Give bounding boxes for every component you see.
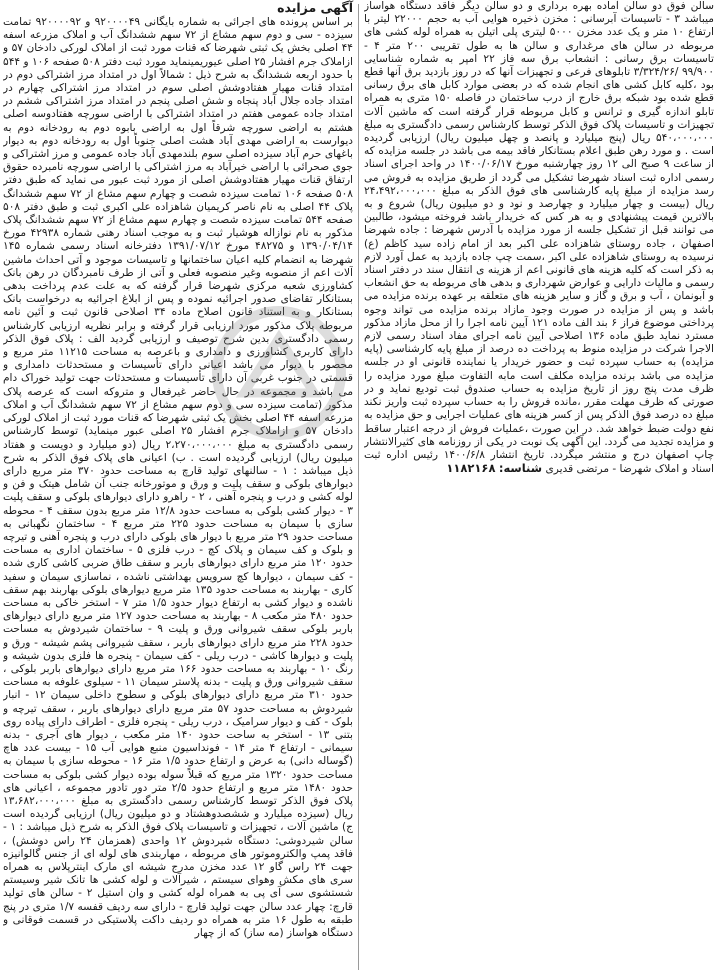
column-divider	[358, 4, 359, 970]
tracking-label: شناسه:	[498, 461, 543, 476]
left-column-text: بر اساس پرونده های اجرائی به شماره بایگانی ۹۲۰۰۰۰۴۹ و ۹۲۰۰۰۰۹۲ تمامت سیزده - سی و دوم سهم مشاع از ۷۲ سهم ششدانگ آب و املاک مزرعه اسفه ۴۴ اصلی بخش یک ثبتی شهرضا که قنات مورد ثبت از املاک لورکی دادخان ۵۷ و ازاملاک جرم افشار ۲۵ اصلی عیوریمینماید مورد ثبت دفتر ۵۰۸ صفحه ۱۰۶ و ۵۴۴ با حدود اربعه ششدانگ به شرح ذیل : شمالاً اول در امتداد مرز اشتراکی دوم در امتداد قنات مهیار هفتادوشش اصلی سوم در امتداد مرز اشتراکی چهارم در امتداد جاده جلال آباد پنجاه و شش اصلی پنجم در امتداد مرز اشتراکی ششم در امتداد جاده عمومی هفتم در امتداد اشتراکی با اراضی سورچه هفتادوسه اصلی هشتم به اراضی سورچه شرقاً اول به اراضی بابوه دوم به رودخانه دوم به دیوارست به اراضی مهدی آباد هشت اصلی جنوباً اول به رودخانه دوم به دیوار باغهای حرم آباد سیزده اصلی سوم بلندمهدی آباد جاده عمومی و مرز اشتراکی و جوی صحرائی با اراضی خیرآباد به مرز اشتراکی با اراضی سورچه نامبرده حقوق ارتفاق قنات مهیار هفتادوشش اصلی از مورد ثبت عبور می نماید که طبق دفتر ۵۰۸ صفحه ۱۰۶ تمامت سیزده شصت و چهارم سهم مشاع از ۷۲ سهم ششدانگ پلاک ۴۴ اصلی به نام ناصر کریمیان شاهزاده علی اکبری ثبت و طبق دفتر ۵۰۸ صفحه ۵۴۴ تمامت سیزده شصت و چهارم سهم مشاع از ۷۲ سهم ششدانگ پلاک مذکور به نام نوازاله هوشیار ثبت و به موجب اسناد رهنی شماره ۴۲۹۳۸ مورخ ۱۳۹۰/۰۴/۱۴ و ۴۸۲۷۵ مورخ ۱۳۹۱/۰۷/۱۲ دفترخانه اسناد رسمی شماره ۱۴۵ شهرضا به انضمام کلیه اعیان ساختمانها و تاسیسات موجود و آتی احداث ماشین آلات اعم از منصوبه وغیر منصوبه فعلی و آتی از طرف نامبردگان در رهن بانک کشاورزی شعبه مرکزی شهرضا قرار گرفته که به علت عدم پرداخت بدهی بستانکار تقاضای صدور اجرائیه نموده و پس از ابلاغ اجرائیه به درخواست بانک بستانکار و به استناد قانون اصلاح ماده ۳۴ اصلاحی قانون ثبت و آئین نامه مربوطه پلاک مذکور مورد ارزیابی قرار گرفته و برابر نظریه ارزیابی کارشناس رسمی دادگستری بدین شرح توصیف و ارزیابی گردید الف : پلاک فوق الذکر دارای کاربری کشاورزی و دامداری و باعرصه به مساحت ۱۱۲۱۵ متر مربع و محصور با دیوار می باشد اعیانی دارای تأسیسات و مستحدثات دامداری و قسمتی در جنوب غربی آن دارای تأسیسات و مستحدثات جهت تولید خوراک دام می باشد و مجموعه در حال حاضر غیرفعال و متروکه است که عرصه پلاک مذکور (تمامت سیزده سی و دوم سهم مشاع از ۷۲ سهم ششدانگ آب و املاک مزرعه اسفه ۴۴ اصلی بخش یک ثبتی شهرضا که قنات مورد ثبت از املاک لورکی دادخان ۵۷ و ازاملاک جرم افشار ۲۵ اصلی عبور مینماید) توسط کارشناس رسمی دادگستری به مبلغ ۲،۲۷۰،۰۰۰،۰۰۰ ریال (دو میلیارد و دویست و هفتاد میلیون ریال) ارزیابی گردیده است . ب) اعیانی های پلاک فوق الذکر به شرح ذیل میباشد : ۱ - سالنهای تولید قارچ به مساحت حدود ۳۷۰ متر مربع دارای دیوارهای بلوکی و سقف پلیت و ورق و موتورخانه جنب آن شامل هیتک و فن و لوله کشی و درب و پنجره آهنی ، ۲ - راهرو دارای دیوارهای بلوکی و سقف پلیت ۳ - دیوار کشی بلوکی به مساحت حدود ۱۲/۸ متر مربع بدون سقف ۴ - محوطه سازی با سیمان به مساحت حدود ۲۲۵ متر مربع ۴ - ساختمان نگهبانی به مساحت حدود ۲۹ متر مربع با دیوار های بلوکی دارای درب و پنجره آهنی و تیرچه و بلوک و کف سیمان و پلاک کچ - درب فلزی ۵ - ساختمان اداری به مساحت حدود ۱۲۰ متر مربع دارای دیوارهای باربر و سقف طاق ضربی کاشی کاری شده - کف سیمان ، دیوارها کچ سرویس بهداشتی ناشده ، نماسازی سیمان و سفید کاری - بهاربند به مساحت حدود ۱۳۵ متر مربع دیوارهای بلوکی بهاربند بهم سقف ناشده و دیوار کشی به ارتفاع دیوار حدود ۱/۵ متر ۷ - استخر خاکی به مساحت حدود ۴۸۰ متر مکعب ۸ - بهاربند به مساحت حدود ۱۲۷ متر مربع دارای دیوارهای باربر بلوکی سقف شیروانی ورق و پلیت ۹ - ساختمان شیردوش به مساحت حدود ۲۲۸ متر مربع دارای دیوارهای باربر ، سقف شیروانی پشم شیشه - ورق و پلیت و دیوارها کاشی - درب ریلی - کف سیمان - پنجره ها فلزی بدون شیشه و رنگ ۱۰ - بهاربند به مساحت حدود ۱۶۶ متر مربع دارای دیوارهای باربر بلوکی ، سقف شیروانی ورق و پلیت - بدنه پلاستر سیمان ۱۱ - سیلوی علوفه به مساحت حدود ۳۱۰ متر مربع دارای دیوارهای بلوکی و سطوح داخلی سیمان ۱۲ - انبار شیردوش به مساحت حدود ۵۷ متر مربع دارای دیوارهای باربر ، سقف تیرچه و بلوک - کف و دیوار سرامیک ، درب ریلی - پنجره فلزی - اطراف دارای پیاده روی بتنی ۱۳ - استخر به ساحت حدود ۱۴۰ متر مکعب ، دیوار های آجری - بدنه سیمانی - ارتفاع ۴ متر ۱۴ - فونداسیون منبع هوایی آب ۱۵ - بیست عدد هاچ (گوساله دانی) به عرض و ارتفاع حدود ۱/۵ متر ۱۶ - محوطه سازی با سیمان به مساحت حدود ۱۳۲۰ متر مربع که قبلاً سوله بوده دیوار کشی بلوکی به مساحت حدود ۱۴۸۰ متر مربع و ارتفاع حدود ۲/۵ متر دور تادور مجموعه ، اعیانی های پلاک فوق الذکر توسط کارشناس رسمی دادگستری به مبلغ ۱۳،۶۸۲،۰۰۰،۰۰۰ ریال (سیزده میلیارد و ششصدوهشتاد و دو میلیون ریال) ارزیابی گردیده است ج) ماشین آلات ، تجهیزات و تاسیسات پلاک فوق الذکر به شرح ذیل میباشد : ۱ - سالن شیردوشی: دستگاه شیردوش ۱۲ واحدی (همزمان ۲۴ راس دوشش) ، فاقد پمپ والکتروموتور های مربوطه ، مهاربندی های لوله ای از جنس گالوانیزه جهت ۲۴ راس گاو ۱۲ عدد مخزن مدرج شیشه ای مارک اینترپلاس به همراه سری های مکش وهوای سیستم ، شیرآلات و لوله کشی ها تانک شیر وسیستم شستشوی سی آی پی به همراه لوله کشی و وان استیل ۲ - سالن های تولید قارچ: چهار عدد سالن جهت تولید قارچ - دارای سه ردیف قفسه ۱/۷ متری در پنج طبقه به طول ۱۶ متر به همراه دو ردیف داکت پلاستیکی در قسمت فوقانی و دستگاه هواساز (مه ساز) که از چهار	[3, 16, 353, 940]
right-column-text: سالن فوق دو سالن آماده بهره برداری و دو سالن دیگر فاقد دستگاه هواساز میباشد ۳ - تاسیسات آبرسانی : مخزن ذخیره هوایی آب به حجم ۲۲۰۰۰ لیتر با ارتفاع ۱۰ متر و یک عدد مخزن ۵۰۰۰ لیتری پلی اتیلن به همراه لوله کشی های مربوطه در سالن های مرغداری و سالن ها به طول تقریبی ۲۰۰ متر ۴ - تاسیسات برق رسانی : انشعاب برق سه فاز ۲۲ امپر به شماره شناسایی ۹۹/۹۰۰ /۳/۳۲۴/۲۶ تابلوهای فرعی و تجهیزات آنها که در روز بازدید برق آنها قطع بود ،کلیه کابل کشی های انجام شده که در بعضی موارد کابل های برق رسانی قطع شده بود شبکه برق خارج از درب ساختمان در فاصله ۱۵۰ متری به همراه تابلو اندازه گیری و ترانس و کابل مربوطه قرار گرفته است که ماشین آلات تجهیزات و تاسیسات پلاک فوق الذکر توسط کارشناس رسمی دادگستری به مبلغ ۵۴۰،۰۰۰،۰۰۰ ریال (پنج میلیارد و پانصد و چهل میلیون ریال) ارزیابی گردیده است . و مورد رهن طبق اعلام بستانکار فاقد بیمه می باشد در جلسه مزایده که از ساعت ۹ صبح الی ۱۲ روز چهارشنبه مورخ ۱۴۰۰/۰۶/۱۷ در واحد اجرای اسناد رسمی اداره ثبت اسناد شهرضا تشکیل می گردد از طریق مزایده به فروش می رسد مزایده از مبلغ پایه کارشناسی های فوق الذکر به مبلغ ۲۴،۴۹۲،۰۰۰،۰۰۰ ریال (بیست و چهار میلیارد و چهارصد و نود و دو میلیون ریال) شروع و به بالاترین قیمت پیشنهادی و به هر کس که خریدار باشد فروخته میشود، طالبین می توانند قبل از تشکیل جلسه از مورد مزایده با آدرس شهرضا : جاده شهرضا اصفهان ، جاده روستای شاهزاده علی اکبر بعد از امام زاده سید کاظم (ع) نرسیده به روستای شاهزاده علی اکبر ،سمت چپ جاده بازدید به عمل آورد لازم به ذکر است که کلیه هزینه های قانونی اعم از هزینه ی انتقال سند در دفتر اسناد رسمی و مالیات دارایی و عوارض شهرداری و بدهی های مربوطه به حق انشعاب و آبونمان ، آب و برق و گاز و سایر هزینه های متعلقه بر عهده برنده مزایده می باشد و پس از مزایده در صورت وجود مازاد برنده مزایده می تواند وجوه پرداختی موضوع فراز ۶ بند الف ماده ۱۲۱ آیین نامه اجرا را از محل مازاد مذکور مسترد نماید طبق ماده ۱۳۶ اصلاحی آیین نامه اجرای مفاد اسناد رسمی لازم الاجرا شرکت در مزایده منوط به پرداخت ده درصد از مبلغ پایه کارشناسی (پایه مزایده) به حساب سپرده ثبت و حضور خریدار یا نماینده قانونی او در جلسه مزایده می باشد برنده مزایده مکلف است مابه التفاوت مبلغ مورد مزایده را ظرف مدت پنج روز از تاریخ مزایده به حساب صندوق ثبت تودیع نماید و در صورتی که ظرف مهلت مقرر ،مانده فروش را به حساب سپرده ثبت واریز نکند مبلغ ده درصد فوق الذکر پس از کسر هزینه های عملیات اجرایی و حق مزایده به نفع دولت ضبط خواهد شد. در این صورت ،عملیات فروش از درجه اعتبار ساقط و مزایده تجدید می گردد. این آگهی یک نوبت در یکی از روزنامه های کثیرالانتشار چاپ اصفهان درج و منتشر میگردد. تاریخ انتشار ۱۴۰۰/۶/۸ رئیس اداره ثبت اسناد و املاک شهرضا - مرتضی قدیری	[364, 0, 714, 476]
tracking-number: ۱۱۸۲۱۶۸	[446, 461, 496, 476]
notice-heading: آگهی مزایده	[3, 0, 353, 15]
notice-left-column	[3, 0, 353, 974]
notice-right-column	[364, 0, 714, 974]
